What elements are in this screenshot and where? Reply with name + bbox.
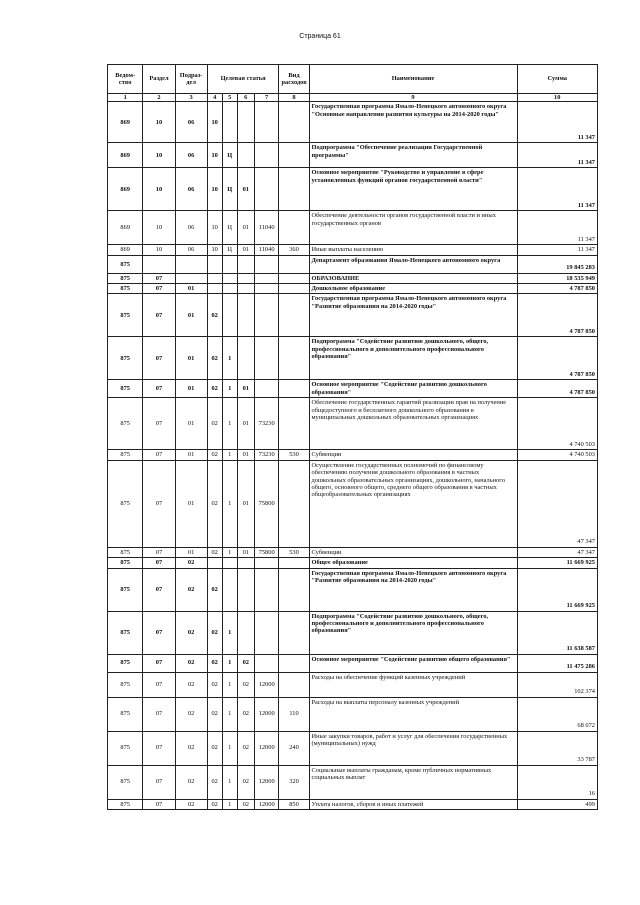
direction-cell: [254, 168, 279, 211]
name-cell: Субвенции: [309, 547, 517, 557]
sum-cell: 68 072: [517, 697, 598, 731]
name-cell: Основное мероприятие "Содействие развитию дошкольного образования": [309, 380, 517, 398]
subprogram-cell: Ц: [222, 143, 237, 168]
event-cell: [237, 255, 254, 273]
program-cell: 02: [207, 398, 222, 450]
ved-cell: 875: [108, 654, 143, 672]
sum-cell: 18 535 949: [517, 273, 598, 283]
sum-cell: 47 347: [517, 547, 598, 557]
subprogram-cell: Ц: [222, 168, 237, 211]
vid-cell: [279, 273, 309, 283]
vid-cell: 110: [279, 697, 309, 731]
program-cell: 02: [207, 697, 222, 731]
podrazdel-cell: 06: [175, 143, 207, 168]
direction-cell: 12000: [254, 799, 279, 809]
vid-cell: [279, 558, 309, 568]
direction-cell: [254, 558, 279, 568]
event-cell: [237, 337, 254, 380]
ved-cell: 875: [108, 255, 143, 273]
table-row: [108, 611, 598, 654]
program-cell: 02: [207, 731, 222, 765]
ved-cell: 875: [108, 294, 143, 337]
column-number: 9: [309, 94, 517, 102]
direction-cell: 75800: [254, 460, 279, 547]
direction-cell: 11040: [254, 245, 279, 255]
razdel-cell: 07: [143, 654, 175, 672]
program-cell: 02: [207, 799, 222, 809]
subprogram-cell: 1: [222, 450, 237, 460]
ved-cell: 875: [108, 568, 143, 611]
event-cell: [237, 284, 254, 294]
event-cell: 02: [237, 765, 254, 799]
table-row: [108, 255, 598, 273]
ved-cell: 869: [108, 102, 143, 143]
name-cell: Дошкольное образование: [309, 284, 517, 294]
vid-cell: 530: [279, 547, 309, 557]
razdel-cell: 07: [143, 450, 175, 460]
vid-cell: [279, 255, 309, 273]
vid-cell: [279, 294, 309, 337]
direction-cell: 73230: [254, 450, 279, 460]
sum-cell: 4 740 503: [517, 450, 598, 460]
razdel-cell: 07: [143, 611, 175, 654]
table-row: [108, 450, 598, 460]
table-row: [108, 273, 598, 283]
header-razdel: Раздел: [143, 65, 175, 94]
program-cell: 02: [207, 611, 222, 654]
razdel-cell: 07: [143, 765, 175, 799]
subprogram-cell: [222, 255, 237, 273]
subprogram-cell: 1: [222, 398, 237, 450]
program-cell: 02: [207, 654, 222, 672]
page-title: Страница 61: [299, 33, 341, 40]
sum-cell: 4 787 850: [517, 380, 598, 398]
razdel-cell: 07: [143, 294, 175, 337]
name-cell: Государственная программа Ямало-Ненецкого автономного округа "Развитие образования на 2014-2020 годы": [309, 568, 517, 611]
column-number: 6: [237, 94, 254, 102]
ved-cell: 875: [108, 273, 143, 283]
table-row: [108, 284, 598, 294]
name-cell: Расходы на обеспечение функций казенных учреждений: [309, 672, 517, 697]
column-number: 8: [279, 94, 309, 102]
column-numbers-row: [108, 94, 598, 102]
vid-cell: 320: [279, 765, 309, 799]
header-celevaya: Целевая статья: [207, 65, 279, 94]
column-number: 7: [254, 94, 279, 102]
razdel-cell: 07: [143, 672, 175, 697]
name-cell: Подпрограмма "Обеспечение реализации Государственной программы": [309, 143, 517, 168]
podrazdel-cell: 02: [175, 611, 207, 654]
sum-cell: 33 787: [517, 731, 598, 765]
program-cell: 02: [207, 547, 222, 557]
podrazdel-cell: 01: [175, 460, 207, 547]
direction-cell: 75800: [254, 547, 279, 557]
vid-cell: [279, 102, 309, 143]
podrazdel-cell: 01: [175, 398, 207, 450]
sum-cell: 11 347: [517, 143, 598, 168]
name-cell: Осуществление государственных полномочий по финансовому обеспечению получения дошкольного образования в частных дошкольных образовательных организациях, дошкольного, начального общего, основного общего, среднего общего образования в частных общеобразовательных организациях: [309, 460, 517, 547]
event-cell: 02: [237, 799, 254, 809]
direction-cell: 11040: [254, 211, 279, 245]
podrazdel-cell: 01: [175, 380, 207, 398]
razdel-cell: 10: [143, 102, 175, 143]
direction-cell: 12000: [254, 731, 279, 765]
event-cell: [237, 558, 254, 568]
ved-cell: 875: [108, 450, 143, 460]
vid-cell: 530: [279, 450, 309, 460]
name-cell: Обеспечение деятельности органов государственной власти и иных государственных органов: [309, 211, 517, 245]
razdel-cell: 07: [143, 337, 175, 380]
direction-cell: 12000: [254, 765, 279, 799]
ved-cell: 875: [108, 460, 143, 547]
podrazdel-cell: 06: [175, 168, 207, 211]
podrazdel-cell: 01: [175, 294, 207, 337]
program-cell: [207, 255, 222, 273]
subprogram-cell: Ц: [222, 245, 237, 255]
vid-cell: [279, 654, 309, 672]
subprogram-cell: 1: [222, 654, 237, 672]
podrazdel-cell: 02: [175, 672, 207, 697]
subprogram-cell: 1: [222, 765, 237, 799]
table-row: [108, 168, 598, 211]
subprogram-cell: 1: [222, 799, 237, 809]
direction-cell: [254, 611, 279, 654]
name-cell: Расходы на выплаты персоналу казенных учреждений: [309, 697, 517, 731]
column-number: 1: [108, 94, 143, 102]
razdel-cell: [143, 255, 175, 273]
name-cell: Субвенции: [309, 450, 517, 460]
table-row: [108, 547, 598, 557]
event-cell: 01: [237, 380, 254, 398]
table-body: [108, 102, 598, 810]
razdel-cell: 07: [143, 398, 175, 450]
ved-cell: 875: [108, 672, 143, 697]
name-cell: Социальные выплаты гражданам, кроме публичных нормативных социальных выплат: [309, 765, 517, 799]
podrazdel-cell: 02: [175, 654, 207, 672]
razdel-cell: 10: [143, 143, 175, 168]
program-cell: 02: [207, 765, 222, 799]
name-cell: Иные закупки товаров, работ и услуг для обеспечения государственных (муниципальных) нужд: [309, 731, 517, 765]
sum-cell: 11 669 925: [517, 568, 598, 611]
program-cell: 10: [207, 143, 222, 168]
program-cell: 02: [207, 294, 222, 337]
name-cell: Основное мероприятие "Содействие развитию общего образования": [309, 654, 517, 672]
ved-cell: 875: [108, 697, 143, 731]
subprogram-cell: [222, 102, 237, 143]
program-cell: 10: [207, 211, 222, 245]
event-cell: 01: [237, 245, 254, 255]
event-cell: [237, 102, 254, 143]
razdel-cell: 10: [143, 211, 175, 245]
ved-cell: 875: [108, 284, 143, 294]
razdel-cell: 07: [143, 273, 175, 283]
vid-cell: 850: [279, 799, 309, 809]
podrazdel-cell: 02: [175, 697, 207, 731]
subprogram-cell: 1: [222, 672, 237, 697]
table-row: [108, 337, 598, 380]
direction-cell: 12000: [254, 672, 279, 697]
podrazdel-cell: 06: [175, 211, 207, 245]
razdel-cell: 07: [143, 568, 175, 611]
vid-cell: [279, 611, 309, 654]
razdel-cell: 07: [143, 799, 175, 809]
sum-cell: 19 845 283: [517, 255, 598, 273]
subprogram-cell: [222, 273, 237, 283]
table-row: [108, 765, 598, 799]
event-cell: 02: [237, 697, 254, 731]
ved-cell: 875: [108, 558, 143, 568]
podrazdel-cell: 01: [175, 450, 207, 460]
table-row: [108, 143, 598, 168]
table-row: [108, 102, 598, 143]
razdel-cell: 07: [143, 460, 175, 547]
program-cell: 02: [207, 380, 222, 398]
ved-cell: 875: [108, 765, 143, 799]
name-cell: Департамент образования Ямало-Ненецкого автономного округа: [309, 255, 517, 273]
direction-cell: [254, 294, 279, 337]
ved-cell: 875: [108, 547, 143, 557]
direction-cell: [254, 255, 279, 273]
header-naim: Наименование: [309, 65, 517, 94]
ved-cell: 875: [108, 799, 143, 809]
razdel-cell: 10: [143, 245, 175, 255]
event-cell: [237, 143, 254, 168]
razdel-cell: 07: [143, 380, 175, 398]
column-number: 10: [517, 94, 598, 102]
subprogram-cell: 1: [222, 460, 237, 547]
sum-cell: 499: [517, 799, 598, 809]
vid-cell: [279, 380, 309, 398]
ved-cell: 869: [108, 211, 143, 245]
sum-cell: 47 347: [517, 460, 598, 547]
subprogram-cell: [222, 294, 237, 337]
ved-cell: 875: [108, 731, 143, 765]
subprogram-cell: 1: [222, 731, 237, 765]
table-row: [108, 245, 598, 255]
event-cell: 01: [237, 398, 254, 450]
subprogram-cell: 1: [222, 697, 237, 731]
sum-cell: 16: [517, 765, 598, 799]
vid-cell: [279, 211, 309, 245]
sum-cell: 4 787 850: [517, 337, 598, 380]
razdel-cell: 07: [143, 558, 175, 568]
event-cell: [237, 611, 254, 654]
ved-cell: 875: [108, 337, 143, 380]
subprogram-cell: [222, 568, 237, 611]
program-cell: [207, 273, 222, 283]
subprogram-cell: 1: [222, 611, 237, 654]
event-cell: 01: [237, 450, 254, 460]
sum-cell: 11 347: [517, 211, 598, 245]
subprogram-cell: 1: [222, 547, 237, 557]
table-row: [108, 380, 598, 398]
name-cell: Уплата налогов, сборов и иных платежей: [309, 799, 517, 809]
sum-cell: 11 347: [517, 168, 598, 211]
podrazdel-cell: 02: [175, 568, 207, 611]
vid-cell: [279, 143, 309, 168]
sum-cell: 4 787 850: [517, 294, 598, 337]
ved-cell: 869: [108, 168, 143, 211]
sum-cell: 4 787 850: [517, 284, 598, 294]
event-cell: 02: [237, 654, 254, 672]
program-cell: [207, 558, 222, 568]
vid-cell: 240: [279, 731, 309, 765]
ved-cell: 875: [108, 398, 143, 450]
podrazdel-cell: 02: [175, 765, 207, 799]
direction-cell: [254, 284, 279, 294]
name-cell: Государственная программа Ямало-Ненецкого автономного округа "Развитие образования на 2014-2020 годы": [309, 294, 517, 337]
razdel-cell: 07: [143, 284, 175, 294]
sum-cell: 11 669 925: [517, 558, 598, 568]
razdel-cell: 07: [143, 547, 175, 557]
program-cell: 10: [207, 102, 222, 143]
direction-cell: 73230: [254, 398, 279, 450]
podrazdel-cell: 01: [175, 337, 207, 380]
event-cell: 02: [237, 672, 254, 697]
direction-cell: 12000: [254, 697, 279, 731]
razdel-cell: 07: [143, 697, 175, 731]
direction-cell: [254, 568, 279, 611]
ved-cell: 875: [108, 611, 143, 654]
table-row: [108, 697, 598, 731]
program-cell: 02: [207, 337, 222, 380]
sum-cell: 11 347: [517, 102, 598, 143]
event-cell: [237, 273, 254, 283]
program-cell: 02: [207, 450, 222, 460]
name-cell: Подпрограмма "Содействие развитию дошкольного, общего, профессионального и дополнительного профессионального образования": [309, 611, 517, 654]
podrazdel-cell: 02: [175, 558, 207, 568]
header-podrazdel: Подраз-дел: [175, 65, 207, 94]
table-row: [108, 398, 598, 450]
event-cell: 01: [237, 460, 254, 547]
direction-cell: [254, 380, 279, 398]
program-cell: 02: [207, 568, 222, 611]
razdel-cell: 07: [143, 731, 175, 765]
direction-cell: [254, 143, 279, 168]
vid-cell: [279, 168, 309, 211]
podrazdel-cell: 06: [175, 245, 207, 255]
podrazdel-cell: 01: [175, 547, 207, 557]
program-cell: [207, 284, 222, 294]
razdel-cell: 10: [143, 168, 175, 211]
column-number: 5: [222, 94, 237, 102]
table-row: [108, 654, 598, 672]
column-number: 2: [143, 94, 175, 102]
program-cell: 10: [207, 168, 222, 211]
program-cell: 02: [207, 672, 222, 697]
table-row: [108, 672, 598, 697]
name-cell: ОБРАЗОВАНИЕ: [309, 273, 517, 283]
event-cell: 01: [237, 211, 254, 245]
podrazdel-cell: 02: [175, 799, 207, 809]
table-row: [108, 731, 598, 765]
ved-cell: 869: [108, 143, 143, 168]
direction-cell: [254, 102, 279, 143]
podrazdel-cell: [175, 273, 207, 283]
event-cell: 01: [237, 168, 254, 211]
vid-cell: [279, 672, 309, 697]
name-cell: Иные выплаты населению: [309, 245, 517, 255]
event-cell: 01: [237, 547, 254, 557]
header-summa: Сумма: [517, 65, 598, 94]
sum-cell: 4 740 503: [517, 398, 598, 450]
table-row: [108, 558, 598, 568]
vid-cell: [279, 337, 309, 380]
table-row: [108, 211, 598, 245]
vid-cell: 360: [279, 245, 309, 255]
column-number: 4: [207, 94, 222, 102]
name-cell: Основное мероприятие "Руководство и управление в сфере установленных функций органов государственной власти": [309, 168, 517, 211]
sum-cell: 11 347: [517, 245, 598, 255]
subprogram-cell: [222, 558, 237, 568]
podrazdel-cell: [175, 255, 207, 273]
event-cell: [237, 294, 254, 337]
name-cell: Общее образование: [309, 558, 517, 568]
table-row: [108, 568, 598, 611]
table-row: [108, 460, 598, 547]
program-cell: 10: [207, 245, 222, 255]
subprogram-cell: 1: [222, 337, 237, 380]
direction-cell: [254, 273, 279, 283]
subprogram-cell: [222, 284, 237, 294]
sum-cell: 102 374: [517, 672, 598, 697]
subprogram-cell: Ц: [222, 211, 237, 245]
header-vid: Вид расходов: [279, 65, 309, 94]
direction-cell: [254, 654, 279, 672]
podrazdel-cell: 02: [175, 731, 207, 765]
name-cell: Обеспечение государственных гарантий реализации прав на получение общедоступного и бесплатного дошкольного образования в муниципальных дошкольных образовательных организациях: [309, 398, 517, 450]
name-cell: Государственная программа Ямало-Ненецкого автономного округа "Основные направления развития культуры на 2014-2020 годы": [309, 102, 517, 143]
table-row: [108, 294, 598, 337]
sum-cell: 11 638 587: [517, 611, 598, 654]
vid-cell: [279, 568, 309, 611]
direction-cell: [254, 337, 279, 380]
vid-cell: [279, 398, 309, 450]
header-ved: Ведом-ство: [108, 65, 143, 94]
ved-cell: 869: [108, 245, 143, 255]
event-cell: 02: [237, 731, 254, 765]
ved-cell: 875: [108, 380, 143, 398]
subprogram-cell: 1: [222, 380, 237, 398]
budget-table: [107, 64, 598, 810]
program-cell: 02: [207, 460, 222, 547]
vid-cell: [279, 284, 309, 294]
table-row: [108, 799, 598, 809]
name-cell: Подпрограмма "Содействие развитию дошкольного, общего, профессионального и дополнительного профессионального образования": [309, 337, 517, 380]
column-number: 3: [175, 94, 207, 102]
podrazdel-cell: 01: [175, 284, 207, 294]
event-cell: [237, 568, 254, 611]
sum-cell: 11 475 286: [517, 654, 598, 672]
podrazdel-cell: 06: [175, 102, 207, 143]
vid-cell: [279, 460, 309, 547]
